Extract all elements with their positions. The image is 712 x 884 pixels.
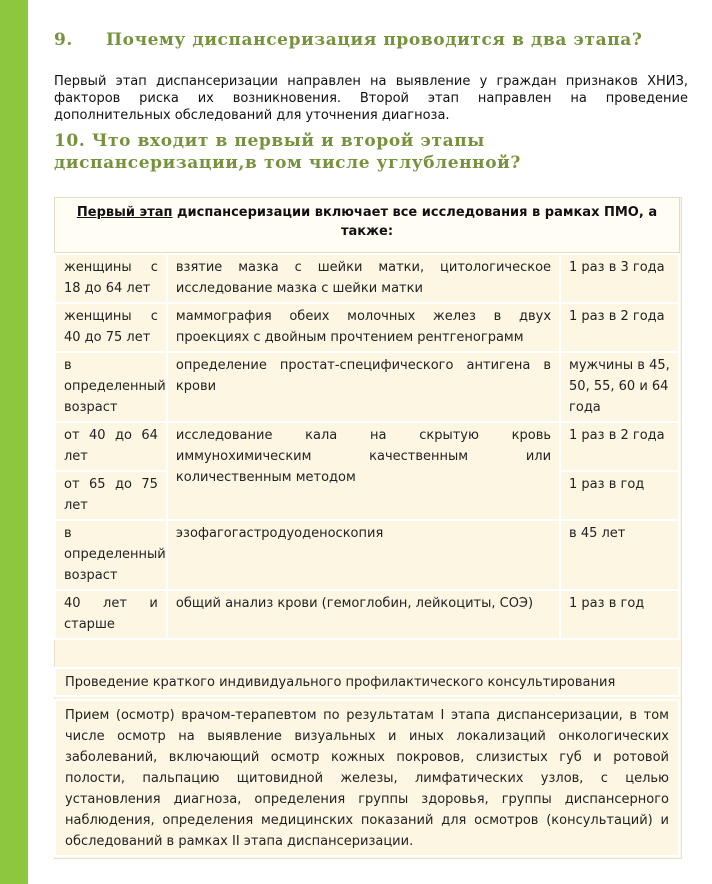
- cell-who: 40 лет и старше: [55, 590, 167, 639]
- cell-when: 1 раз в 2 года: [560, 422, 679, 471]
- cell-what: определение простат-специфического антигена в крови: [167, 352, 560, 422]
- cell-when: 1 раз в год: [560, 590, 679, 639]
- section-10-heading: 10. Что входит в первый и второй этапы диспансеризации,в том числе углубленной?: [54, 131, 521, 173]
- exam-table: [54, 253, 680, 640]
- left-accent-bar: [0, 0, 28, 884]
- table-header-rest: диспансеризации включает все исследования в рамках ПМО, а также:: [172, 205, 658, 239]
- cell-what: взятие мазка с шейки матки, цитологическое исследование мазка с шейки матки: [167, 254, 560, 303]
- table-footer-consultation: Проведение краткого индивидуального профилактического консультирования: [54, 667, 680, 697]
- cell-what: эзофагогастродуоденоскопия: [167, 520, 560, 590]
- table-footer-therapist-exam: Прием (осмотр) врачом-терапевтом по результатам I этапа диспансеризации, в том числе осмотр на выявление визуальных и иных локализаций онкологических заболеваний, включающий осмотр кожных покровов, слизистых губ и ротовой полости, пальпацию щитовидной железы, лимфатических узлов, с целью установления диагноза, определения группы здоровья, группы диспансерного наблюдения, определения медицинских показаний для осмотров (консультаций) и обследований в рамках II этапа диспансеризации.: [54, 699, 680, 857]
- table-row: [55, 254, 679, 303]
- cell-what: исследование кала на скрытую кровь иммунохимическим качественным или количественным методом: [167, 422, 560, 520]
- cell-who: в определенный возраст: [55, 520, 167, 590]
- section-9-number: 9.: [54, 30, 73, 50]
- cell-when: 1 раз в 2 года: [560, 303, 679, 352]
- cell-when: мужчины в 45, 50, 55, 60 и 64 года: [560, 352, 679, 422]
- document-page: [28, 0, 712, 884]
- table-row: [55, 520, 679, 590]
- table-row: [55, 590, 679, 639]
- cell-what: маммография обеих молочных желез в двух проекциях с двойным прочтением рентгенограмм: [167, 303, 560, 352]
- cell-what: общий анализ крови (гемоглобин, лейкоциты, СОЭ): [167, 590, 560, 639]
- table-header: [54, 197, 680, 253]
- section-9-title: Почему диспансеризация проводится в два этапа?: [106, 30, 643, 50]
- cell-who: женщины с 40 до 75 лет: [55, 303, 167, 352]
- table-row: [55, 303, 679, 352]
- table-row: [55, 352, 679, 422]
- cell-who: от 40 до 64 лет: [55, 422, 167, 471]
- cell-who: женщины с 18 до 64 лет: [55, 254, 167, 303]
- cell-who: в определенный возраст: [55, 352, 167, 422]
- cell-when: 1 раз в год: [560, 471, 679, 520]
- table-header-underlined: Первый этап: [76, 205, 173, 220]
- cell-when: в 45 лет: [560, 520, 679, 590]
- cell-when: 1 раз в 3 года: [560, 254, 679, 303]
- section-9-paragraph: Первый этап диспансеризации направлен на выявление у граждан признаков ХНИЗ, факторов риска их возникновения. Второй этап направлен на проведение дополнительных обследований для уточнения диагноза.: [54, 74, 688, 123]
- table-row: [55, 422, 679, 471]
- cell-who: от 65 до 75 лет: [55, 471, 167, 520]
- section-9-heading: [54, 30, 642, 50]
